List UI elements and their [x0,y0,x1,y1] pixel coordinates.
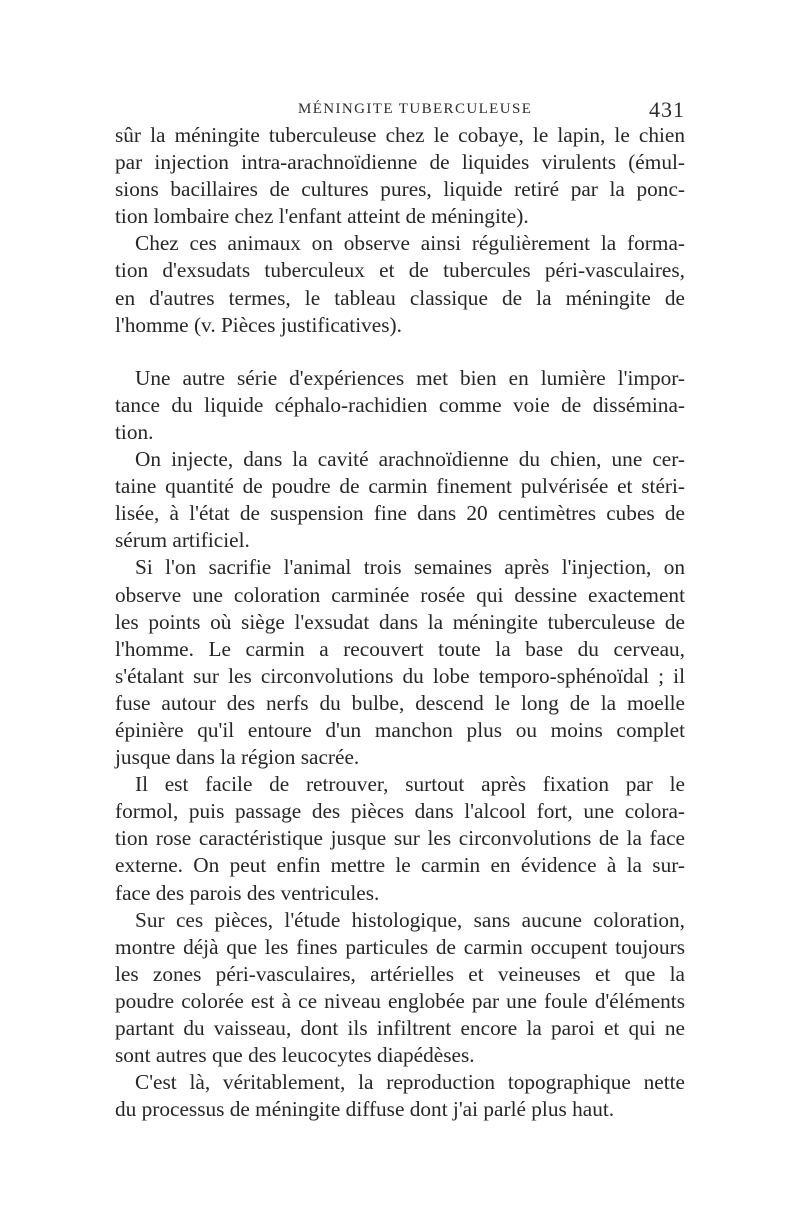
text-line: épinière qu'il entoure d'un manchon plus ou moins complet [115,717,685,742]
text-line: lisée, à l'état de suspension fine dans 20 centimètres cubes de [115,501,685,526]
paragraph [115,771,685,906]
text-line: observe une coloration carminée rosée qui dessine exactement [115,582,685,607]
text-line: tion. [115,419,154,444]
body-text [115,122,685,1123]
paragraph [115,907,685,1070]
text-line: Il est facile de retrouver, surtout après fixation par le [135,772,685,797]
text-line: montre déjà que les fines particules de carmin occupent toujours [115,934,685,959]
page-number: 431 [649,97,685,122]
text-line: sérum artificiel. [115,528,250,553]
text-line: Sur ces pièces, l'étude histologique, sans aucune coloration, [135,907,685,932]
text-line: externe. On peut enfin mettre le carmin en évidence à la sur- [115,853,685,878]
text-line: formol, puis passage des pièces dans l'alcool fort, une colora- [115,799,685,824]
text-line: les zones péri-vasculaires, artérielles et veineuses et que la [115,961,685,986]
text-line: taine quantité de poudre de carmin finement pulvérisée et stéri- [115,474,685,499]
text-line: sions bacillaires de cultures pures, liquide retiré par la ponc- [115,177,685,202]
text-line: Une autre série d'expériences met bien en lumière l'impor- [135,365,685,390]
paragraph [115,365,685,446]
text-line: du processus de méningite diffuse dont j'ai parlé plus haut. [115,1097,615,1122]
text-line: sont autres que des leucocytes diapédèses. [115,1043,475,1068]
text-line: sûr la méningite tuberculeuse chez le cobaye, le lapin, le chien [115,123,685,147]
text-line: l'homme. Le carmin a recouvert toute la base du cerveau, [115,636,685,661]
paragraph [115,230,685,338]
text-line: fuse autour des nerfs du bulbe, descend le long de la moelle [115,690,685,715]
text-line: s'étalant sur les circonvolutions du lobe temporo-sphénoïdal ; il [115,663,685,688]
text-line: l'homme (v. Pièces justificatives). [115,312,402,337]
text-line: Si l'on sacrifie l'animal trois semaines après l'injection, on [135,555,685,580]
text-line: On injecte, dans la cavité arachnoïdienne du chien, une cer- [135,447,685,472]
paragraph [115,554,685,771]
text-line: par injection intra-arachnoïdienne de liquides virulents (émul- [115,150,685,175]
text-line: tance du liquide céphalo-rachidien comme voie de dissémina- [115,392,685,417]
text-line: tion rose caractéristique jusque sur les circonvolutions de la face [115,826,685,851]
running-title: MÉNINGITE TUBERCULEUSE [298,101,533,117]
paragraph [115,122,685,230]
text-line: poudre colorée est à ce niveau englobée par une foule d'éléments [115,988,685,1013]
paragraph-gap [115,339,685,365]
text-line: Chez ces animaux on observe ainsi régulièrement la forma- [135,231,685,256]
text-line: partant du vaisseau, dont ils infiltrent encore la paroi et qui ne [115,1016,685,1040]
text-line: jusque dans la région sacrée. [115,745,360,770]
text-line: en d'autres termes, le tableau classique de la méningite de [115,285,685,310]
text-line: C'est là, véritablement, la reproduction topographique nette [135,1070,685,1095]
text-line: face des parois des ventricules. [115,880,380,905]
paragraph [115,446,685,554]
paragraph [115,1069,685,1123]
text-line: tion lombaire chez l'enfant atteint de méningite). [115,204,529,229]
text-line: tion d'exsudats tuberculeux et de tubercules péri-vasculaires, [115,258,685,283]
text-line: les points où siège l'exsudat dans la méningite tuberculeuse de [115,609,685,634]
